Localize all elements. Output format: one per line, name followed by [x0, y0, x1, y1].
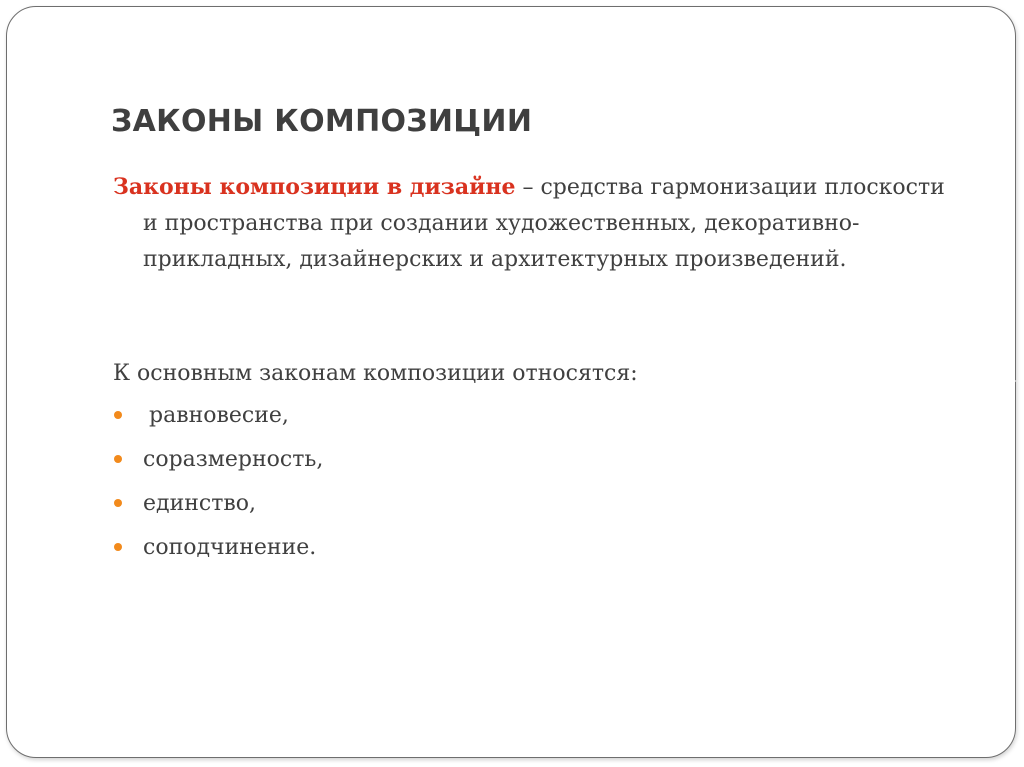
bullet-icon: [114, 543, 122, 551]
laws-list: [113, 398, 323, 574]
bullet-icon: [114, 499, 122, 507]
list-item: [113, 398, 323, 442]
definition-text: – средства гармонизации плоскости и пространства при создании художественных, декоративно-прикладных, дизайнерских и архитектурных произведений.: [143, 175, 945, 272]
next-arrow-icon[interactable]: [1007, 372, 1016, 390]
list-item-label: равновесие,: [149, 403, 289, 428]
bullet-icon: [114, 455, 122, 463]
list-item: [113, 530, 323, 574]
list-item-label: единство,: [143, 491, 257, 516]
definition-paragraph: [113, 169, 963, 278]
laws-intro: К основным законам композиции относятся:: [113, 361, 638, 386]
list-item: [113, 442, 323, 486]
bullet-icon: [114, 411, 122, 419]
slide-title: ЗАКОНЫ КОМПОЗИЦИИ: [111, 104, 533, 139]
list-item-label: соподчинение.: [143, 535, 317, 560]
list-item-label: соразмерность,: [143, 447, 324, 472]
list-item: [113, 486, 323, 530]
definition-term: Законы композиции в дизайне: [113, 174, 516, 200]
